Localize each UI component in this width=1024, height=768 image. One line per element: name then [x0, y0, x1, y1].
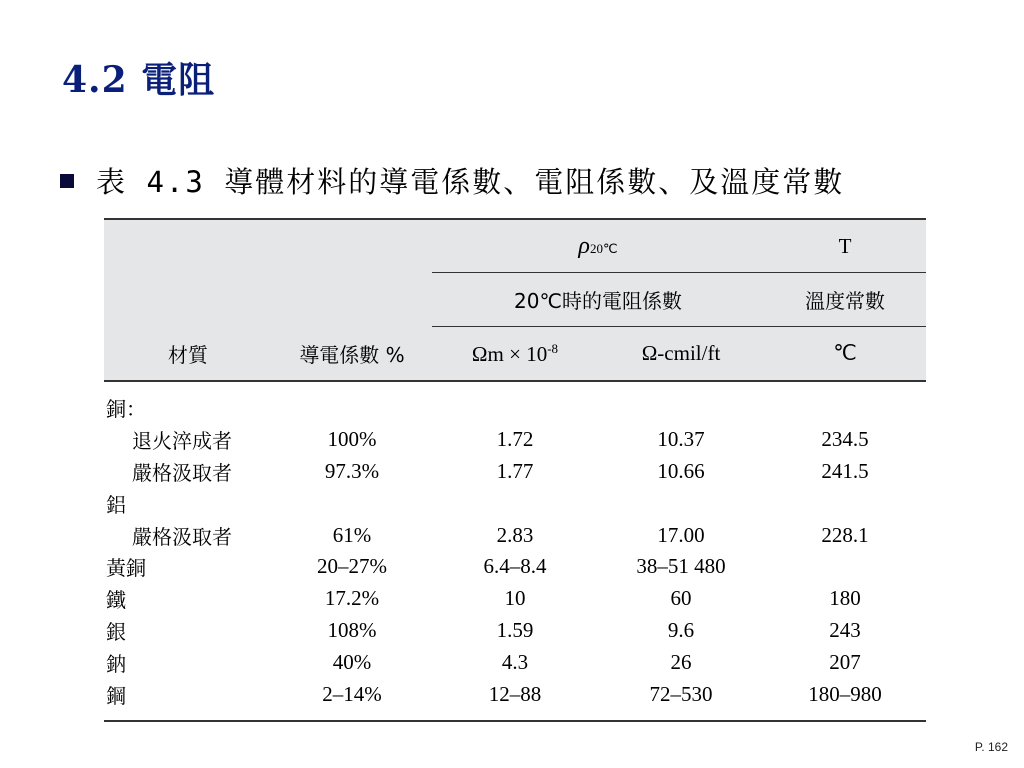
cell-ohm-cmil: 17.00 [657, 522, 705, 547]
table-row [104, 381, 926, 424]
cell-conductivity: 17.2% [324, 586, 380, 611]
cell-ohm-m [432, 381, 598, 424]
header-empty-1 [104, 219, 272, 273]
header-resistivity-caption: 20℃時的電阻係數 [432, 273, 764, 327]
cell-ohm-m: 2.83 [496, 522, 534, 547]
cell-ohm-cmil: 38–51 480 [636, 554, 726, 579]
cell-conductivity [272, 487, 432, 519]
cell-conductivity: 20–27% [317, 554, 387, 579]
rho-symbol: ρ [578, 232, 590, 259]
page-number: P. 162 [974, 740, 1008, 754]
cell-material: 鋁 [106, 492, 126, 517]
cell-temp-constant: 241.5 [821, 458, 869, 483]
materials-table-container [104, 218, 926, 722]
cell-ohm-m: 1.77 [496, 458, 534, 483]
slide-title: 4.2 電阻 [62, 59, 216, 101]
table-body [104, 381, 926, 721]
cell-conductivity: 2–14% [322, 681, 382, 706]
cell-conductivity [272, 381, 432, 424]
header-empty-2 [272, 219, 432, 273]
cell-temp-constant: 207 [829, 649, 861, 674]
table-row [104, 487, 926, 519]
header-ohm-cmil: Ω-cmil/ft [641, 341, 721, 365]
cell-material: 銅： [106, 397, 146, 422]
header-empty-4 [272, 273, 432, 327]
cell-ohm-m: 6.4–8.4 [483, 554, 547, 579]
cell-ohm-cmil [598, 487, 764, 519]
cell-ohm-cmil: 26 [670, 649, 692, 674]
header-t: T [764, 219, 926, 273]
table-row [104, 678, 926, 721]
cell-temp-constant: 180–980 [808, 681, 882, 706]
cell-material: 鈉 [106, 651, 126, 676]
cell-conductivity: 100% [327, 427, 377, 452]
table-caption [60, 160, 844, 201]
materials-table [104, 218, 926, 722]
table-header [104, 219, 926, 381]
cell-ohm-cmil [598, 381, 764, 424]
cell-ohm-m: 4.3 [501, 649, 529, 674]
cell-material: 嚴格汲取者 [132, 460, 232, 485]
cell-ohm-m: 1.59 [496, 617, 534, 642]
cell-material: 鋼 [106, 683, 126, 708]
cell-conductivity: 40% [332, 649, 372, 674]
cell-ohm-cmil: 60 [670, 586, 692, 611]
cell-material: 黃銅 [106, 556, 146, 581]
table-row [104, 519, 926, 551]
header-ohm-m-text: Ωm × 10 [471, 341, 548, 366]
cell-ohm-m: 10 [504, 586, 526, 611]
header-temp-caption: 溫度常數 [764, 273, 926, 327]
table-row [104, 615, 926, 647]
header-conductivity: 導電係數 % [299, 342, 405, 367]
cell-temp-constant [764, 487, 926, 519]
cell-ohm-cmil: 72–530 [649, 681, 713, 706]
cell-material: 嚴格汲取者 [132, 524, 232, 549]
table-row [104, 551, 926, 583]
cell-material: 退火淬成者 [132, 429, 232, 454]
cell-temp-constant: 228.1 [821, 522, 869, 547]
cell-temp-constant [764, 381, 926, 424]
cell-material: 鐵 [106, 588, 126, 613]
table-row [104, 456, 926, 488]
table-row [104, 424, 926, 456]
table-caption-text: 表 4.3 導體材料的導電係數、電阻係數、及溫度常數 [96, 165, 845, 199]
cell-ohm-cmil: 10.37 [657, 427, 705, 452]
header-rho [432, 219, 764, 273]
cell-ohm-m [432, 487, 598, 519]
rho-subscript: 20℃ [589, 240, 618, 256]
table-row [104, 646, 926, 678]
cell-conductivity: 97.3% [324, 458, 380, 483]
table-row [104, 583, 926, 615]
header-material: 材質 [168, 342, 208, 367]
cell-ohm-m: 1.72 [496, 427, 534, 452]
cell-conductivity: 61% [332, 522, 372, 547]
header-celsius: ℃ [833, 341, 857, 365]
cell-temp-constant: 180 [829, 586, 861, 611]
cell-temp-constant: 243 [829, 617, 861, 642]
header-empty-3 [104, 273, 272, 327]
cell-material: 銀 [106, 619, 126, 644]
header-ohm-m-exponent: -8 [547, 340, 559, 356]
cell-ohm-m: 12–88 [488, 681, 542, 706]
header-ohm-m [432, 327, 598, 382]
cell-ohm-cmil: 9.6 [667, 617, 695, 642]
cell-temp-constant: 234.5 [821, 427, 869, 452]
cell-conductivity: 108% [327, 617, 377, 642]
cell-ohm-cmil: 10.66 [657, 458, 705, 483]
cell-temp-constant [764, 551, 926, 583]
square-bullet-icon [60, 174, 74, 188]
